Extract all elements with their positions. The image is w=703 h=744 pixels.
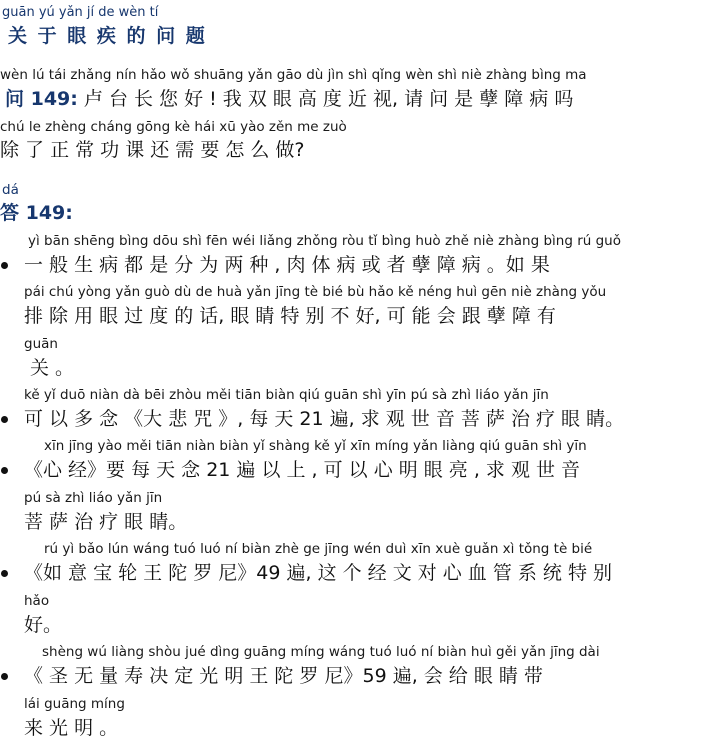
bullet-icon [1, 416, 8, 423]
item-5-pinyin-line-1: shèng wú liàng shòu jué dìng guāng míng wáng tuó luó ní biàn huì gěi yǎn jīng dài [42, 644, 600, 660]
item-4-pinyin-line-2: hǎo [24, 593, 50, 609]
item-3-line-2: 菩 萨 治 疗 眼 睛。 [24, 511, 188, 533]
page-title: 关 于 眼 疾 的 问 题 [8, 25, 207, 47]
item-3-pinyin-line-1: xīn jīng yào měi tiān niàn biàn yǐ shàng kě yǐ xīn míng yǎn liàng qiú guān shì yīn [44, 438, 587, 454]
item-3-line-1: 《心 经》要 每 天 念 21 遍 以 上 , 可 以 心 明 眼 亮 , 求 观 世 音 [24, 459, 581, 481]
item-1-line-2: 排 除 用 眼 过 度 的 话, 眼 睛 特 别 不 好, 可 能 会 跟 孽 障 有 [24, 305, 556, 327]
question-pinyin-line-1: wèn lú tái zhǎng nín hǎo wǒ shuāng yǎn gāo dù jìn shì qǐng wèn shì niè zhàng bìng ma [0, 67, 587, 83]
question-line-1 [5, 87, 573, 111]
bullet-icon [1, 673, 8, 680]
bullet-icon [1, 570, 8, 577]
item-4-pinyin-line-1: rú yì bǎo lún wáng tuó luó ní biàn zhè ge jīng wén duì xīn xuè guǎn xì tǒng tè bié [44, 541, 593, 557]
question-label: 问 149: [5, 88, 78, 110]
item-1-line-3: 关 。 [30, 357, 75, 379]
answer-pinyin: dá [2, 182, 19, 198]
item-2-line-1: 可 以 多 念 《大 悲 咒 》, 每 天 21 遍, 求 观 世 音 菩 萨 治 疗 眼 睛。 [24, 408, 625, 430]
question-text-1: 卢 台 长 您 好 ! 我 双 眼 高 度 近 视, 请 问 是 孽 障 病 吗 [83, 88, 574, 110]
item-4-line-2: 好。 [24, 614, 63, 636]
item-1-line-1: 一 般 生 病 都 是 分 为 两 种 , 肉 体 病 或 者 孽 障 病 。如 果 [24, 254, 550, 276]
item-2-pinyin-line-1: kě yǐ duō niàn dà bēi zhòu měi tiān biàn qiú guān shì yīn pú sà zhì liáo yǎn jīn [24, 387, 549, 403]
answer-label: 答 149: [0, 202, 73, 224]
item-1-pinyin-line-1: yì bān shēng bìng dōu shì fēn wéi liǎng zhǒng ròu tǐ bìng huò zhě niè zhàng bìng rú guǒ [28, 233, 621, 249]
item-1-pinyin-line-2: pái chú yòng yǎn guò dù de huà yǎn jīng tè bié bù hǎo kě néng huì gēn niè zhàng yǒu [24, 284, 607, 300]
question-pinyin-line-2: chú le zhèng cháng gōng kè hái xū yào zěn me zuò [0, 119, 347, 135]
item-4-line-1: 《如 意 宝 轮 王 陀 罗 尼》49 遍, 这 个 经 文 对 心 血 管 系 统 特 别 [24, 562, 613, 584]
bullet-icon [1, 467, 8, 474]
item-5-line-1: 《 圣 无 量 寿 决 定 光 明 王 陀 罗 尼》59 遍, 会 给 眼 睛 带 [24, 665, 543, 687]
item-5-pinyin-line-2: lái guāng míng [24, 696, 125, 712]
bullet-icon [1, 262, 8, 269]
title-pinyin: guān yú yǎn jí de wèn tí [2, 5, 159, 20]
item-3-pinyin-line-2: pú sà zhì liáo yǎn jīn [24, 490, 163, 506]
question-line-2: 除 了 正 常 功 课 还 需 要 怎 么 做? [0, 139, 305, 161]
item-5-line-2: 来 光 明 。 [24, 717, 119, 739]
item-1-pinyin-line-3: guān [24, 336, 58, 352]
